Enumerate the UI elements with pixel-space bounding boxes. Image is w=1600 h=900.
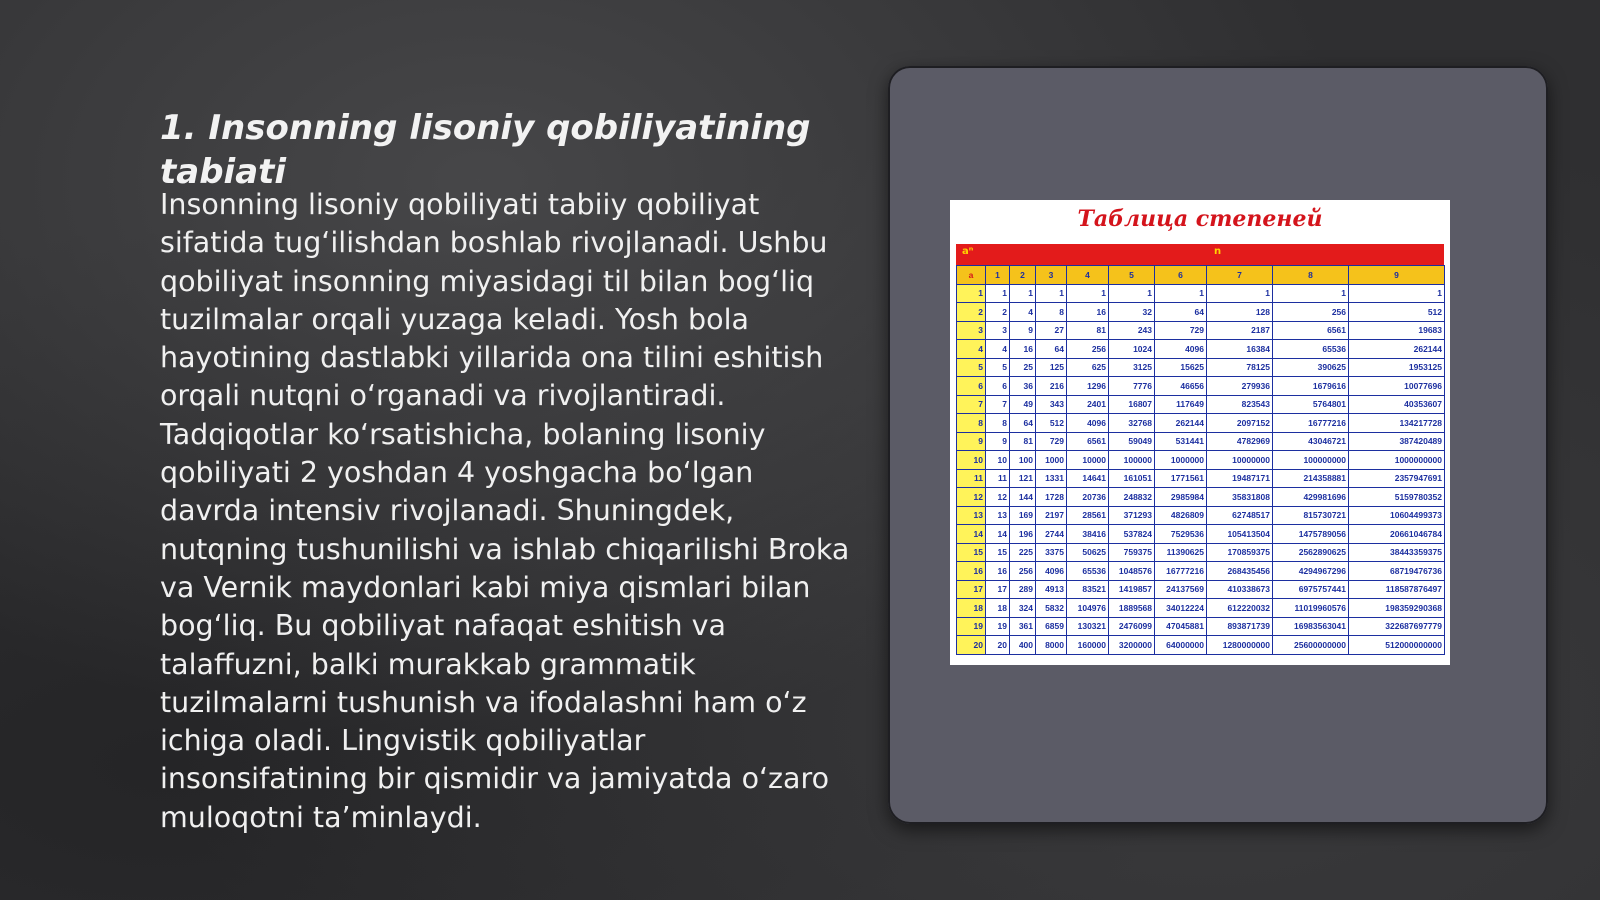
row-base-cell: 8 [957, 414, 986, 433]
power-value-cell: 1419857 [1109, 580, 1155, 599]
power-value-cell: 537824 [1109, 525, 1155, 544]
power-value-cell: 78125 [1207, 358, 1273, 377]
power-value-cell: 1889568 [1109, 599, 1155, 618]
power-value-cell: 38443359375 [1349, 543, 1445, 562]
table-row [957, 451, 1445, 470]
header-cell-exponent: 4 [1067, 266, 1109, 285]
row-base-cell: 3 [957, 321, 986, 340]
power-value-cell: 3375 [1036, 543, 1067, 562]
power-value-cell: 2187 [1207, 321, 1273, 340]
power-value-cell: 1331 [1036, 469, 1067, 488]
power-value-cell: 390625 [1273, 358, 1349, 377]
power-value-cell: 24137569 [1155, 580, 1207, 599]
power-value-cell: 169 [1010, 506, 1036, 525]
power-value-cell: 1 [1207, 284, 1273, 303]
power-value-cell: 18 [986, 599, 1010, 618]
power-value-cell: 1048576 [1109, 562, 1155, 581]
power-value-cell: 1953125 [1349, 358, 1445, 377]
header-cell-exponent: 1 [986, 266, 1010, 285]
power-value-cell: 125 [1036, 358, 1067, 377]
power-value-cell: 268435456 [1207, 562, 1273, 581]
row-base-cell: 13 [957, 506, 986, 525]
power-value-cell: 4096 [1067, 414, 1109, 433]
power-value-cell: 612220032 [1207, 599, 1273, 618]
row-base-cell: 6 [957, 377, 986, 396]
power-value-cell: 15625 [1155, 358, 1207, 377]
table-row [957, 395, 1445, 414]
power-value-cell: 1 [986, 284, 1010, 303]
header-cell-exponent: 8 [1273, 266, 1349, 285]
power-value-cell: 64 [1010, 414, 1036, 433]
power-value-cell: 8000 [1036, 636, 1067, 655]
header-cell-exponent: 3 [1036, 266, 1067, 285]
power-value-cell: 256 [1067, 340, 1109, 359]
row-base-cell: 20 [957, 636, 986, 655]
power-value-cell: 2197 [1036, 506, 1067, 525]
power-value-cell: 81 [1067, 321, 1109, 340]
power-value-cell: 117649 [1155, 395, 1207, 414]
row-base-cell: 15 [957, 543, 986, 562]
power-value-cell: 214358881 [1273, 469, 1349, 488]
power-value-cell: 1 [1010, 284, 1036, 303]
table-row [957, 543, 1445, 562]
power-value-cell: 161051 [1109, 469, 1155, 488]
power-table [956, 265, 1445, 655]
power-value-cell: 2097152 [1207, 414, 1273, 433]
table-row [957, 432, 1445, 451]
power-value-cell: 1 [1349, 284, 1445, 303]
power-value-cell: 429981696 [1273, 488, 1349, 507]
power-value-cell: 100 [1010, 451, 1036, 470]
power-value-cell: 6561 [1273, 321, 1349, 340]
power-value-cell: 6975757441 [1273, 580, 1349, 599]
power-value-cell: 14 [986, 525, 1010, 544]
power-value-cell: 11 [986, 469, 1010, 488]
power-value-cell: 121 [1010, 469, 1036, 488]
power-value-cell: 1000 [1036, 451, 1067, 470]
power-value-cell: 7776 [1109, 377, 1155, 396]
power-value-cell: 196 [1010, 525, 1036, 544]
power-value-cell: 100000 [1109, 451, 1155, 470]
power-value-cell: 83521 [1067, 580, 1109, 599]
power-value-cell: 6859 [1036, 617, 1067, 636]
power-value-cell: 248832 [1109, 488, 1155, 507]
power-value-cell: 20 [986, 636, 1010, 655]
table-row [957, 562, 1445, 581]
row-base-cell: 11 [957, 469, 986, 488]
power-value-cell: 10 [986, 451, 1010, 470]
power-table-header-bar [956, 244, 1444, 265]
power-value-cell: 49 [1010, 395, 1036, 414]
power-value-cell: 7 [986, 395, 1010, 414]
header-cell-exponent: 5 [1109, 266, 1155, 285]
power-value-cell: 729 [1036, 432, 1067, 451]
row-base-cell: 14 [957, 525, 986, 544]
power-value-cell: 9 [986, 432, 1010, 451]
power-value-cell: 16 [1067, 303, 1109, 322]
power-value-cell: 100000000 [1273, 451, 1349, 470]
power-value-cell: 6561 [1067, 432, 1109, 451]
power-value-cell: 32 [1109, 303, 1155, 322]
power-value-cell: 64000000 [1155, 636, 1207, 655]
power-value-cell: 8 [1036, 303, 1067, 322]
power-value-cell: 11019960576 [1273, 599, 1349, 618]
power-value-cell: 2985984 [1155, 488, 1207, 507]
power-value-cell: 10604499373 [1349, 506, 1445, 525]
power-value-cell: 19683 [1349, 321, 1445, 340]
power-value-cell: 160000 [1067, 636, 1109, 655]
power-value-cell: 16 [1010, 340, 1036, 359]
row-base-cell: 17 [957, 580, 986, 599]
power-value-cell: 625 [1067, 358, 1109, 377]
power-value-cell: 4294967296 [1273, 562, 1349, 581]
power-value-cell: 4096 [1036, 562, 1067, 581]
row-base-cell: 12 [957, 488, 986, 507]
power-value-cell: 1000000000 [1349, 451, 1445, 470]
power-value-cell: 759375 [1109, 543, 1155, 562]
table-row [957, 321, 1445, 340]
table-row [957, 636, 1445, 655]
header-cell-exponent: 7 [1207, 266, 1273, 285]
power-value-cell: 16384 [1207, 340, 1273, 359]
power-value-cell: 4 [1010, 303, 1036, 322]
power-value-cell: 4096 [1155, 340, 1207, 359]
power-value-cell: 10000000 [1207, 451, 1273, 470]
power-value-cell: 262144 [1349, 340, 1445, 359]
power-value-cell: 387420489 [1349, 432, 1445, 451]
power-value-cell: 5764801 [1273, 395, 1349, 414]
power-value-cell: 1280000000 [1207, 636, 1273, 655]
power-value-cell: 225 [1010, 543, 1036, 562]
power-value-cell: 2476099 [1109, 617, 1155, 636]
power-value-cell: 262144 [1155, 414, 1207, 433]
power-value-cell: 729 [1155, 321, 1207, 340]
power-value-cell: 1679616 [1273, 377, 1349, 396]
power-value-cell: 3200000 [1109, 636, 1155, 655]
power-value-cell: 11390625 [1155, 543, 1207, 562]
power-value-cell: 4826809 [1155, 506, 1207, 525]
power-value-cell: 65536 [1067, 562, 1109, 581]
power-value-cell: 68719476736 [1349, 562, 1445, 581]
power-value-cell: 371293 [1109, 506, 1155, 525]
power-value-cell: 256 [1010, 562, 1036, 581]
row-base-cell: 16 [957, 562, 986, 581]
power-value-cell: 289 [1010, 580, 1036, 599]
power-table-title: Таблица степеней [1077, 206, 1323, 232]
power-value-cell: 12 [986, 488, 1010, 507]
power-value-cell: 815730721 [1273, 506, 1349, 525]
power-value-cell: 62748517 [1207, 506, 1273, 525]
header-cell-exponent: 6 [1155, 266, 1207, 285]
power-value-cell: 9 [1010, 321, 1036, 340]
power-value-cell: 1000000 [1155, 451, 1207, 470]
table-row [957, 506, 1445, 525]
power-value-cell: 1 [1155, 284, 1207, 303]
power-value-cell: 128 [1207, 303, 1273, 322]
power-value-cell: 15 [986, 543, 1010, 562]
power-value-cell: 1 [1109, 284, 1155, 303]
power-value-cell: 35831808 [1207, 488, 1273, 507]
power-value-cell: 279936 [1207, 377, 1273, 396]
power-value-cell: 16 [986, 562, 1010, 581]
power-value-cell: 400 [1010, 636, 1036, 655]
table-row [957, 469, 1445, 488]
power-value-cell: 6 [986, 377, 1010, 396]
power-value-cell: 512 [1349, 303, 1445, 322]
power-value-cell: 1 [1036, 284, 1067, 303]
power-value-cell: 65536 [1273, 340, 1349, 359]
table-row [957, 617, 1445, 636]
power-value-cell: 1475789056 [1273, 525, 1349, 544]
power-value-cell: 2357947691 [1349, 469, 1445, 488]
table-row [957, 580, 1445, 599]
power-value-cell: 1 [1067, 284, 1109, 303]
table-row [957, 340, 1445, 359]
header-cell-base: a [957, 266, 986, 285]
power-value-cell: 512 [1036, 414, 1067, 433]
power-value-cell: 118587876497 [1349, 580, 1445, 599]
power-value-cell: 198359290368 [1349, 599, 1445, 618]
power-value-cell: 3125 [1109, 358, 1155, 377]
power-value-cell: 81 [1010, 432, 1036, 451]
row-base-cell: 1 [957, 284, 986, 303]
power-value-cell: 2562890625 [1273, 543, 1349, 562]
slide-body-text: Insonning lisoniy qobiliyati tabiiy qobiliyat sifatida tug‘ilishdan boshlab rivojlanadi. Ushbu qobiliyat insonning miyasidagi til bilan bog‘liq tuzilmalar orqali yuzaga keladi. Yosh bola hayotining dastlabki yillarida ona tilini eshitish orqali nutqni o‘rganadi va rivojlantiradi. Tadqiqotlar ko‘rsatishicha, bolaning lisoniy qobiliyati 2 yoshdan 4 yoshgacha bo‘lgan davrda intensiv rivojlanadi. Shuningdek, nutqning tushunilishi va ishlab chiqarilishi Broka va Vernik maydonlari kabi miya qismlari bilan bog‘liq. Bu qobiliyat nafaqat eshitish va talaffuzni, balki murakkab grammatik tuzilmalarni tushunish va ifodalashni ham o‘z ichiga oladi. Lingvistik qobiliyatlar insonsifatining bir qismidir va jamiyatda o‘zaro muloqotni ta’minlaydi. [160, 188, 850, 834]
row-base-cell: 2 [957, 303, 986, 322]
power-value-cell: 32768 [1109, 414, 1155, 433]
power-value-cell: 144 [1010, 488, 1036, 507]
power-value-cell: 5 [986, 358, 1010, 377]
slide-title: 1. Insonning lisoniy qobiliyatining tabiati [160, 108, 811, 192]
power-value-cell: 36 [1010, 377, 1036, 396]
table-row [957, 377, 1445, 396]
power-value-cell: 105413504 [1207, 525, 1273, 544]
power-value-cell: 893871739 [1207, 617, 1273, 636]
power-value-cell: 59049 [1109, 432, 1155, 451]
power-value-cell: 64 [1036, 340, 1067, 359]
row-base-cell: 7 [957, 395, 986, 414]
power-value-cell: 1024 [1109, 340, 1155, 359]
power-value-cell: 20736 [1067, 488, 1109, 507]
row-base-cell: 19 [957, 617, 986, 636]
power-value-cell: 4913 [1036, 580, 1067, 599]
table-row [957, 303, 1445, 322]
power-value-cell: 10077696 [1349, 377, 1445, 396]
header-bar-exponent-label: n [1214, 246, 1222, 257]
power-table-image [950, 200, 1450, 665]
power-value-cell: 322687697779 [1349, 617, 1445, 636]
table-row [957, 525, 1445, 544]
row-base-cell: 4 [957, 340, 986, 359]
power-value-cell: 104976 [1067, 599, 1109, 618]
power-value-cell: 5159780352 [1349, 488, 1445, 507]
row-base-cell: 5 [957, 358, 986, 377]
power-value-cell: 16777216 [1155, 562, 1207, 581]
power-value-cell: 324 [1010, 599, 1036, 618]
header-cell-exponent: 9 [1349, 266, 1445, 285]
power-value-cell: 4782969 [1207, 432, 1273, 451]
row-base-cell: 10 [957, 451, 986, 470]
header-bar-corner-label: aⁿ [962, 246, 974, 257]
power-value-cell: 16777216 [1273, 414, 1349, 433]
table-row [957, 284, 1445, 303]
power-value-cell: 243 [1109, 321, 1155, 340]
power-value-cell: 16983563041 [1273, 617, 1349, 636]
power-value-cell: 2 [986, 303, 1010, 322]
power-value-cell: 410338673 [1207, 580, 1273, 599]
row-base-cell: 18 [957, 599, 986, 618]
header-cell-exponent: 2 [1010, 266, 1036, 285]
power-value-cell: 361 [1010, 617, 1036, 636]
power-value-cell: 10000 [1067, 451, 1109, 470]
power-table-header-row [957, 266, 1445, 285]
power-value-cell: 170859375 [1207, 543, 1273, 562]
power-value-cell: 1728 [1036, 488, 1067, 507]
power-value-cell: 1 [1273, 284, 1349, 303]
power-value-cell: 256 [1273, 303, 1349, 322]
power-value-cell: 38416 [1067, 525, 1109, 544]
power-value-cell: 13 [986, 506, 1010, 525]
power-value-cell: 4 [986, 340, 1010, 359]
table-row [957, 488, 1445, 507]
power-value-cell: 823543 [1207, 395, 1273, 414]
power-value-cell: 3 [986, 321, 1010, 340]
power-value-cell: 47045881 [1155, 617, 1207, 636]
power-value-cell: 5832 [1036, 599, 1067, 618]
power-value-cell: 2744 [1036, 525, 1067, 544]
power-value-cell: 40353607 [1349, 395, 1445, 414]
power-value-cell: 216 [1036, 377, 1067, 396]
power-table-body [957, 284, 1445, 654]
table-row [957, 599, 1445, 618]
power-value-cell: 1771561 [1155, 469, 1207, 488]
power-value-cell: 1296 [1067, 377, 1109, 396]
power-value-cell: 531441 [1155, 432, 1207, 451]
power-value-cell: 7529536 [1155, 525, 1207, 544]
power-value-cell: 46656 [1155, 377, 1207, 396]
power-value-cell: 34012224 [1155, 599, 1207, 618]
power-value-cell: 130321 [1067, 617, 1109, 636]
power-value-cell: 17 [986, 580, 1010, 599]
power-value-cell: 19 [986, 617, 1010, 636]
power-value-cell: 134217728 [1349, 414, 1445, 433]
power-value-cell: 14641 [1067, 469, 1109, 488]
table-row [957, 358, 1445, 377]
table-row [957, 414, 1445, 433]
power-value-cell: 343 [1036, 395, 1067, 414]
power-value-cell: 50625 [1067, 543, 1109, 562]
power-value-cell: 25600000000 [1273, 636, 1349, 655]
power-value-cell: 28561 [1067, 506, 1109, 525]
power-value-cell: 20661046784 [1349, 525, 1445, 544]
power-value-cell: 8 [986, 414, 1010, 433]
power-value-cell: 2401 [1067, 395, 1109, 414]
power-value-cell: 16807 [1109, 395, 1155, 414]
power-value-cell: 27 [1036, 321, 1067, 340]
power-value-cell: 43046721 [1273, 432, 1349, 451]
row-base-cell: 9 [957, 432, 986, 451]
power-value-cell: 64 [1155, 303, 1207, 322]
power-value-cell: 512000000000 [1349, 636, 1445, 655]
power-value-cell: 19487171 [1207, 469, 1273, 488]
power-value-cell: 25 [1010, 358, 1036, 377]
